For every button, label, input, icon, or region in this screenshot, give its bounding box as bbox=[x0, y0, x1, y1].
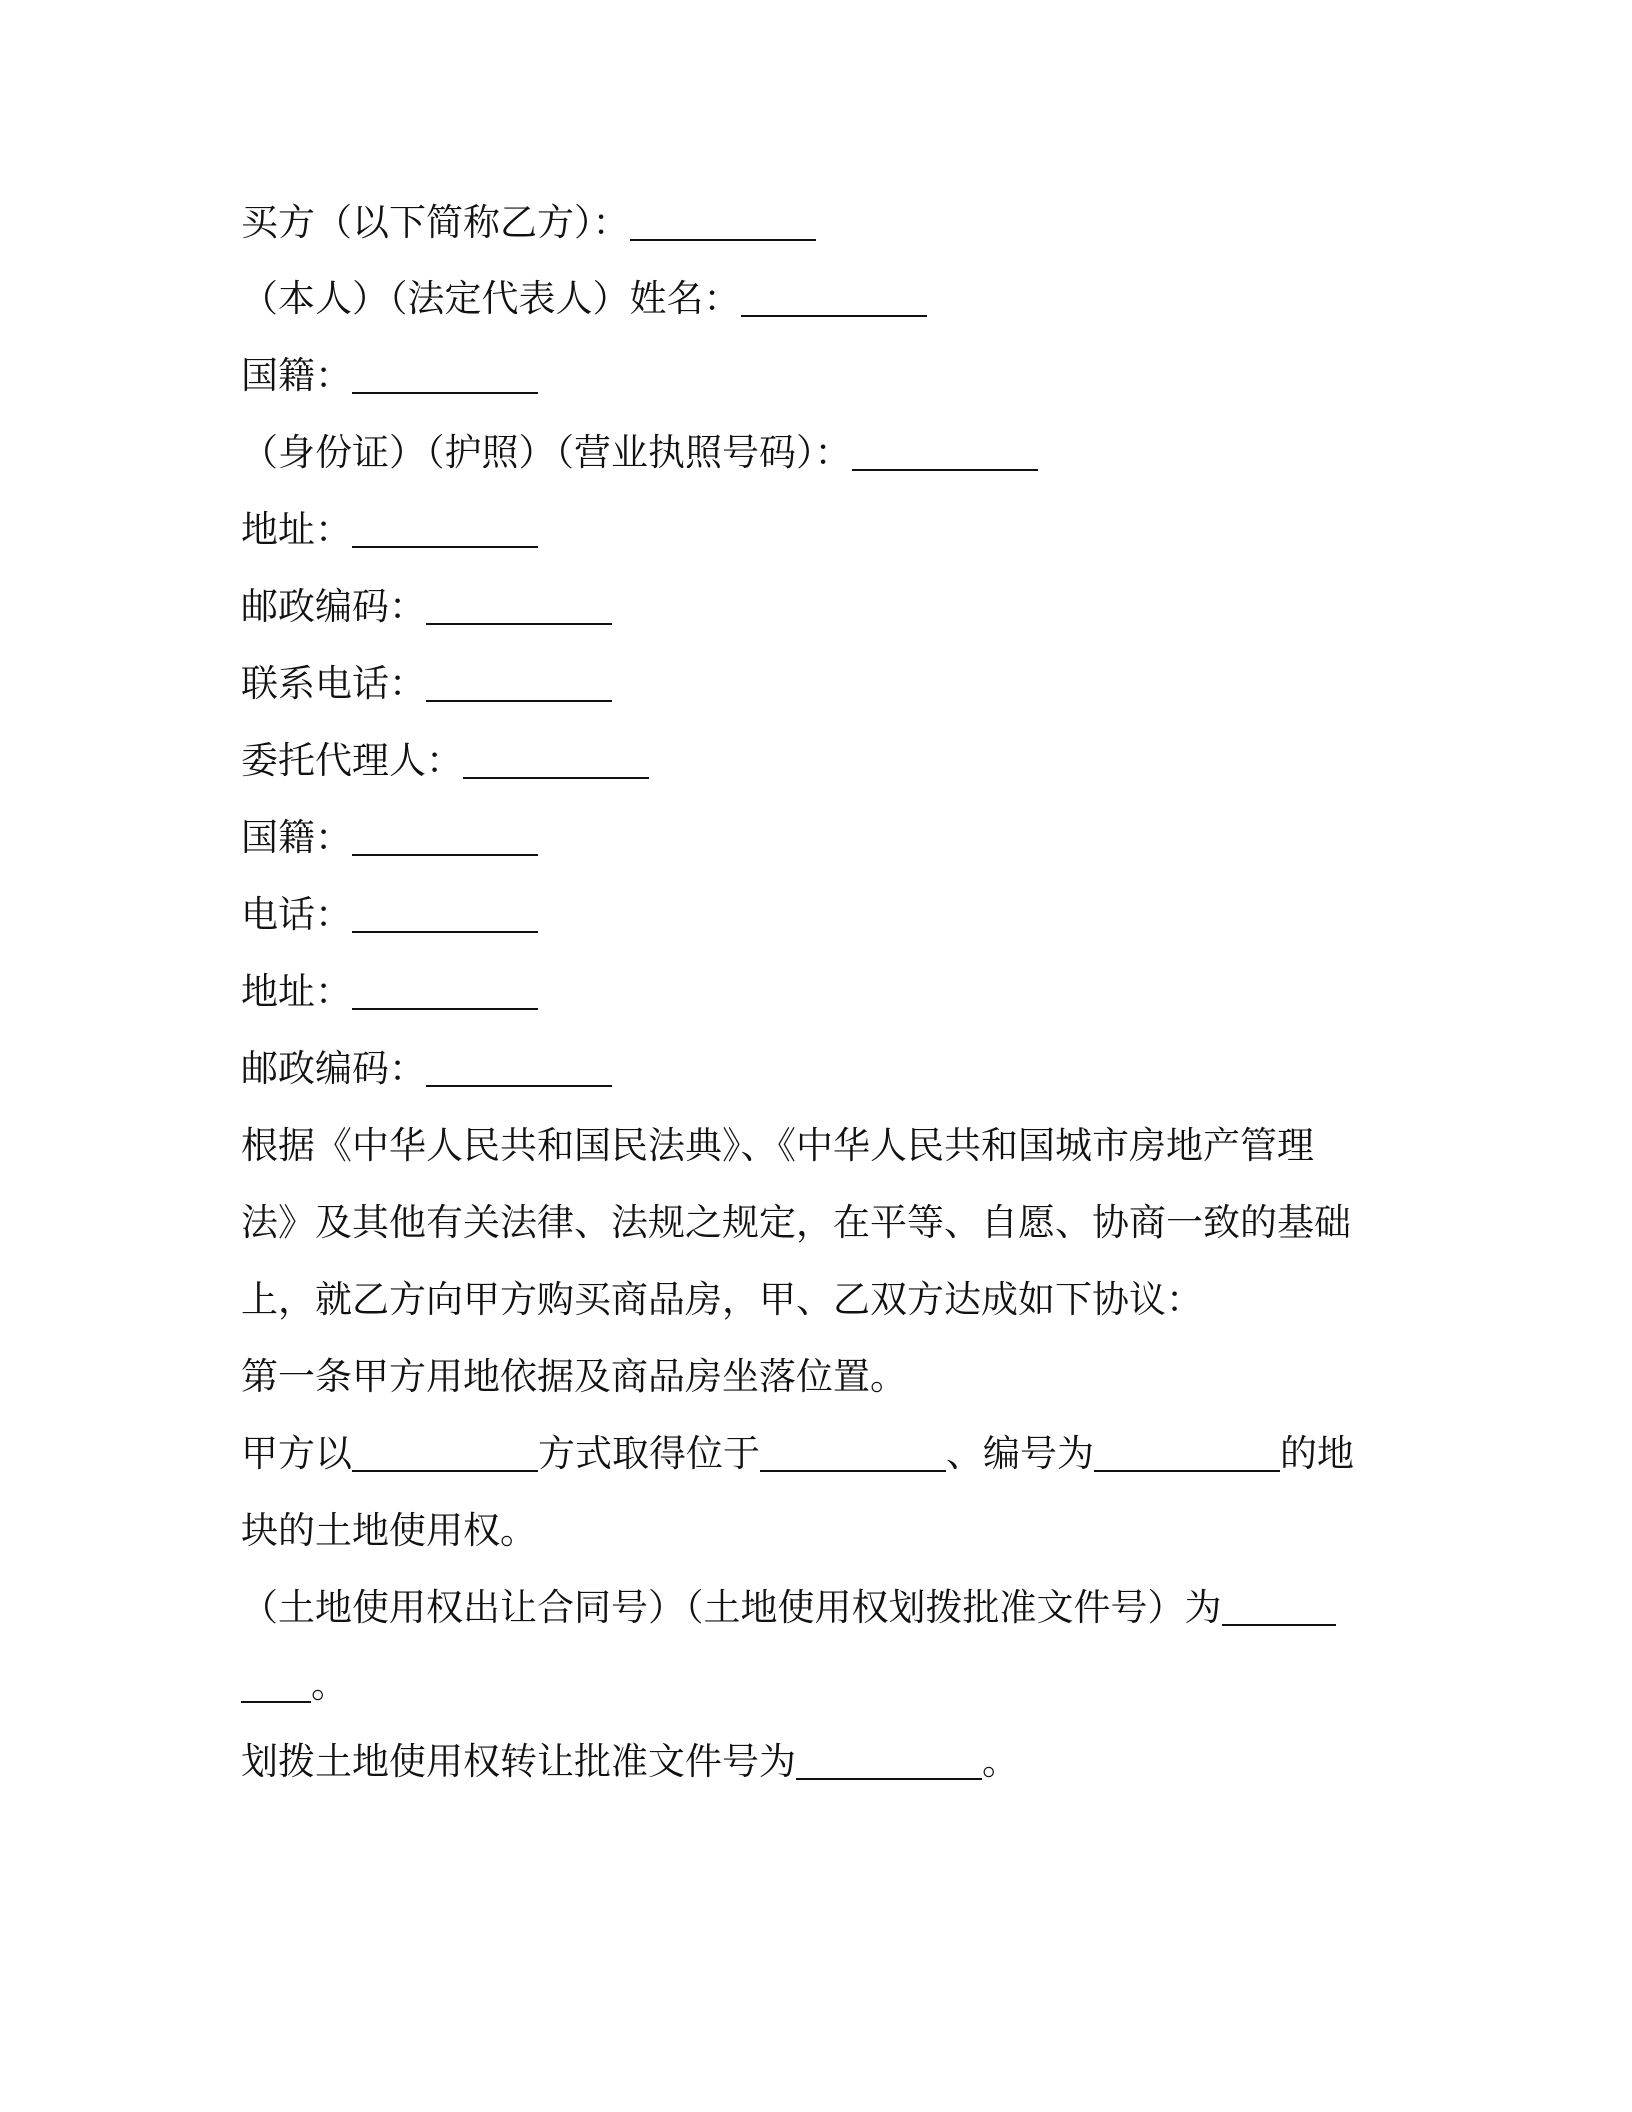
agent-blank[interactable] bbox=[463, 741, 649, 779]
agent-postcode-label: 邮政编码： bbox=[241, 1047, 426, 1090]
agent-address-blank[interactable] bbox=[352, 972, 538, 1010]
land-acquisition-line bbox=[241, 1428, 1361, 1480]
contract-number-blank[interactable] bbox=[1222, 1588, 1336, 1626]
agent-address-label: 地址： bbox=[241, 970, 352, 1013]
agent-postcode-blank[interactable] bbox=[426, 1049, 612, 1087]
contract-number-blank-continued[interactable] bbox=[241, 1665, 311, 1703]
buyer-label: 买方（以下简称乙方）： bbox=[241, 201, 630, 244]
agent-phone-blank[interactable] bbox=[352, 895, 538, 933]
buyer-postcode-label: 邮政编码： bbox=[241, 585, 426, 628]
agent-line bbox=[241, 735, 1361, 787]
buyer-postcode-line bbox=[241, 581, 1361, 633]
transfer-approval-end: 。 bbox=[982, 1740, 1019, 1783]
acquisition-text-3: 、编号为 bbox=[946, 1432, 1094, 1475]
land-number-blank[interactable] bbox=[1094, 1434, 1280, 1472]
agent-nationality-line bbox=[241, 812, 1361, 864]
agent-postcode-line bbox=[241, 1043, 1361, 1095]
acquisition-method-blank[interactable] bbox=[352, 1434, 538, 1472]
buyer-phone-label: 联系电话： bbox=[241, 662, 426, 705]
buyer-postcode-blank[interactable] bbox=[426, 587, 612, 625]
acquisition-text-4: 的地 bbox=[1280, 1432, 1354, 1475]
land-location-blank[interactable] bbox=[760, 1434, 946, 1472]
buyer-nationality-line bbox=[241, 350, 1361, 402]
agent-nationality-blank[interactable] bbox=[352, 818, 538, 856]
transfer-approval-blank[interactable] bbox=[796, 1742, 982, 1780]
buyer-nationality-label: 国籍： bbox=[241, 354, 352, 397]
id-line bbox=[241, 427, 1361, 479]
contract-number-label: （土地使用权出让合同号）（土地使用权划拨批准文件号）为 bbox=[241, 1586, 1222, 1629]
buyer-address-label: 地址： bbox=[241, 508, 352, 551]
buyer-line bbox=[241, 197, 1361, 249]
preamble-line-3: 上，就乙方向甲方购买商品房，甲、乙双方达成如下协议： bbox=[241, 1278, 1203, 1321]
id-label: （身份证）（护照）（营业执照号码）： bbox=[241, 431, 852, 474]
agent-address-line bbox=[241, 966, 1361, 1018]
agent-phone-label: 电话： bbox=[241, 893, 352, 936]
contract-number-continuation bbox=[241, 1659, 1361, 1711]
contract-number-end: 。 bbox=[311, 1663, 348, 1706]
buyer-blank[interactable] bbox=[630, 203, 816, 241]
preamble-line-1: 根据《中华人民共和国民法典》、《中华人民共和国城市房地产管理 bbox=[241, 1124, 1314, 1167]
id-blank[interactable] bbox=[852, 433, 1038, 471]
article-1-title: 第一条甲方用地依据及商品房坐落位置。 bbox=[241, 1355, 907, 1398]
agent-label: 委托代理人： bbox=[241, 739, 463, 782]
representative-line bbox=[241, 273, 1361, 325]
buyer-address-line bbox=[241, 504, 1361, 556]
transfer-approval-label: 划拨土地使用权转让批准文件号为 bbox=[241, 1740, 796, 1783]
buyer-phone-line bbox=[241, 658, 1361, 710]
agent-phone-line bbox=[241, 889, 1361, 941]
representative-label: （本人）（法定代表人）姓名： bbox=[241, 277, 741, 320]
land-use-right-line: 块的土地使用权。 bbox=[241, 1509, 537, 1552]
buyer-phone-blank[interactable] bbox=[426, 664, 612, 702]
agent-nationality-label: 国籍： bbox=[241, 816, 352, 859]
acquisition-text-2: 方式取得位于 bbox=[538, 1432, 760, 1475]
contract-number-line bbox=[241, 1582, 1361, 1634]
buyer-nationality-blank[interactable] bbox=[352, 356, 538, 394]
acquisition-text-1: 甲方以 bbox=[241, 1432, 352, 1475]
transfer-approval-line bbox=[241, 1736, 1361, 1788]
representative-blank[interactable] bbox=[741, 279, 927, 317]
preamble-line-2: 法》及其他有关法律、法规之规定，在平等、自愿、协商一致的基础 bbox=[241, 1201, 1351, 1244]
buyer-address-blank[interactable] bbox=[352, 510, 538, 548]
